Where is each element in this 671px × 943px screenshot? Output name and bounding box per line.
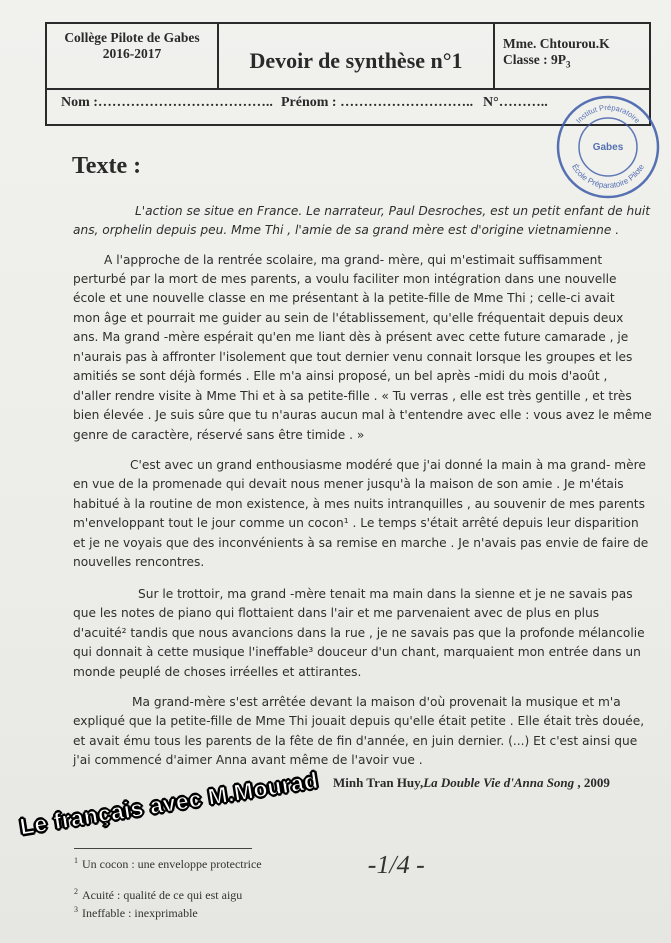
para1-line: école et une nouvelle classe en me présentant à la petite-fille de Mme Thi ; celle-ci avait bbox=[73, 291, 615, 305]
para3-line: d'acuité² tandis que nous avancions dans la rue , je ne savais pas que la profonde mélancolie bbox=[73, 626, 645, 640]
credit-author: Minh Tran Huy, bbox=[333, 775, 424, 790]
para1-line: A l'approche de la rentrée scolaire, ma grand- mère, qui m'estimait suffisamment bbox=[104, 253, 603, 267]
footnote-number: 1 bbox=[74, 856, 78, 865]
footnote-1 bbox=[74, 856, 262, 872]
class-text: Classe : 9P bbox=[503, 52, 566, 67]
credit-year: , 2009 bbox=[574, 775, 610, 790]
para3-line: Sur le trottoir, ma grand -mère tenait ma main dans la sienne et je ne savais pas bbox=[138, 587, 633, 601]
page-number: -1/4 - bbox=[365, 850, 428, 879]
teacher-cell bbox=[495, 24, 649, 90]
numero-field[interactable]: N°……….. bbox=[483, 95, 548, 110]
para4-line: j'ai commencé d'aimer Anna avant même de l'avoir vue . bbox=[73, 753, 423, 767]
para1-line: bien élevée . Je suis sûre que tu n'auras aucun mal à t'entendre avec elle : vous avez le même bbox=[73, 408, 652, 422]
stamp-center-text: Gabes bbox=[592, 142, 624, 153]
para1-line: d'aller rendre visite à Mme Thi et à sa petite-fille . « Tu verras , elle est très gentille , et très bbox=[73, 389, 632, 403]
school-stamp bbox=[553, 92, 663, 202]
para2-line: et je ne voyais que des inconvénients à sa remise en marche . Je n'avais pas envie de faire de bbox=[73, 536, 649, 550]
para2-line: C'est avec un grand enthousiasme modéré que j'ai donné la main à ma grand- mère bbox=[130, 458, 646, 472]
intro-line-2: ans, orphelin depuis peu. Mme Thi , l'amie de sa grand mère est d'origine vietnamienne . bbox=[73, 223, 620, 237]
stamp-bottom-text: École Préparatoire Pilote bbox=[570, 162, 646, 191]
para3-line: qui donnait à cette musique l'ineffable³ douceur d'un chant, marquaient mon entrée dans un bbox=[73, 645, 641, 659]
para1-line: amitiés se sont déjà formés . Elle m'a ainsi proposé, un bel après -midi du mois d'août , bbox=[73, 369, 608, 383]
school-cell bbox=[47, 24, 219, 90]
nom-field[interactable]: Nom :……………………………….. bbox=[61, 95, 273, 110]
footnote-number: 2 bbox=[74, 887, 78, 896]
class-subscript: 3 bbox=[566, 59, 571, 70]
para2-line: en vue de la promenade qui devait nous mener jusqu'à la maison de son amie . Je m'étais bbox=[73, 477, 624, 491]
class-label bbox=[503, 52, 649, 73]
source-credit bbox=[333, 775, 610, 791]
footnote-text: Un cocon : une enveloppe protectrice bbox=[82, 857, 262, 871]
footnote-rule bbox=[74, 848, 252, 849]
intro-line-1: L'action se situe en France. Le narrateur, Paul Desroches, est un petit enfant de huit bbox=[135, 204, 651, 218]
para1-line: ans. Ma grand -mère espérait qu'en me liant dès à présent avec cette future camarade , je bbox=[73, 330, 629, 344]
para4-line: Ma grand-mère s'est arrêtée devant la maison d'où provenait la musique et m'a bbox=[132, 695, 621, 709]
prenom-field[interactable]: Prénom : ……………………….. bbox=[281, 95, 474, 110]
para3-line: que les notes de piano qui flottaient dans l'air et me parvenaient avec de plus en plus bbox=[73, 606, 600, 620]
footnote-text: Acuité : qualité de ce qui est aigu bbox=[82, 888, 243, 902]
para4-line: et avait ému tous les parents de la fête de fin d'année, en juin dernier. (...) Et c'est ainsi que bbox=[73, 734, 638, 748]
footnote-text: Ineffable : inexprimable bbox=[82, 906, 198, 920]
para4-line: expliqué que la petite-fille de Mme Thi jouait depuis qu'elle était petite . Elle était très douée, bbox=[73, 714, 645, 728]
para2-line: nouvelles rencontres. bbox=[73, 555, 205, 569]
footnote-number: 3 bbox=[74, 905, 78, 914]
para2-line: habitué à la routine de mon existence, à mes nuits intranquilles , au souvenir de mes parents bbox=[73, 497, 645, 511]
exam-title: Devoir de synthèse n°1 bbox=[219, 24, 495, 90]
para1-line: mon âge et pourrait me guider au sein de l'établissement, qu'elle fréquentait depuis deux bbox=[73, 311, 624, 325]
teacher-name: Mme. Chtourou.K bbox=[503, 36, 610, 51]
watermark-text: Le français avec M.Mourad bbox=[18, 766, 320, 840]
para3-line: monde peuplé de choses irréelles et attirantes. bbox=[73, 665, 362, 679]
para1-line: genre de caractère, réservé sans être timide . » bbox=[73, 428, 365, 442]
para1-line: perturbé par la mort de mes parents, a voulu faciliter mon intégration dans une nouvelle bbox=[73, 272, 617, 286]
footnote-3 bbox=[74, 905, 198, 921]
footnote-2 bbox=[74, 887, 242, 903]
section-title: Texte : bbox=[72, 153, 142, 179]
school-name: Collège Pilote de Gabes bbox=[64, 30, 200, 45]
stamp-top-text: Institut Préparatoire bbox=[573, 102, 642, 125]
para2-line: m'enveloppant tout le jour comme un cocon¹ . Le temps s'était arrêté depuis leur disparition bbox=[73, 516, 639, 530]
school-year: 2016-2017 bbox=[102, 46, 162, 61]
credit-book: La Double Vie d'Anna Song bbox=[423, 775, 575, 790]
para1-line: n'aurais pas à affronter l'isolement que tout dernier venu connait lorsque les groupes et les bbox=[73, 350, 633, 364]
